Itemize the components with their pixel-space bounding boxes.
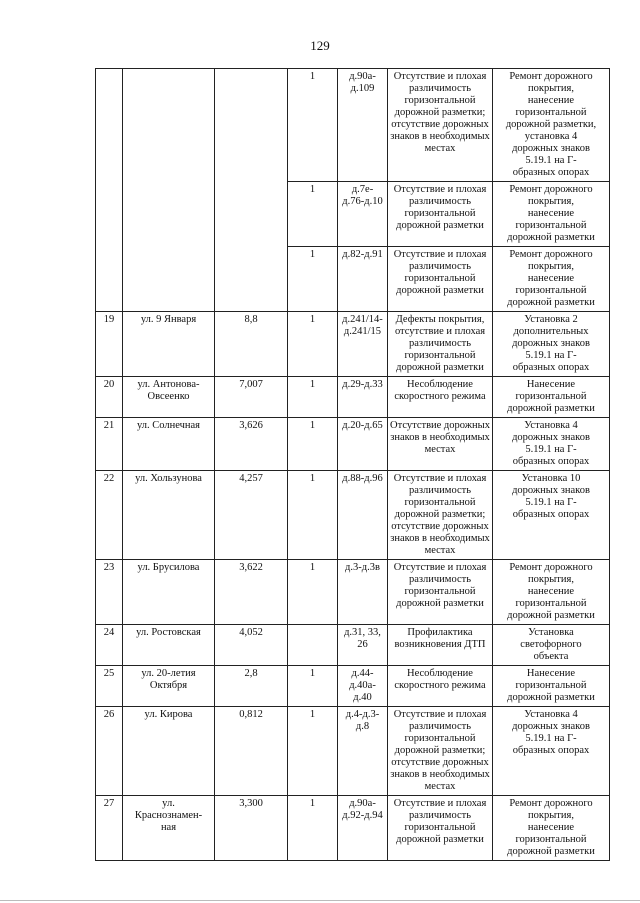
row-number-cell: 19 <box>96 312 123 377</box>
street-cell: ул. Кирова <box>123 707 215 796</box>
length-cell: 8,8 <box>215 312 288 377</box>
house-range-cell: д.88-д.96 <box>338 471 388 560</box>
count-cell: 1 <box>288 247 338 312</box>
measure-cell: Установка 10 дорожных знаков 5.19.1 на Г- образных опорах <box>493 471 610 560</box>
house-range-cell: д.4-д.3- д.8 <box>338 707 388 796</box>
table-row <box>96 471 610 560</box>
row-number-cell: 22 <box>96 471 123 560</box>
house-range-cell: д.7е- д.76-д.10 <box>338 182 388 247</box>
measure-cell: Нанесение горизонтальной дорожной разметки <box>493 666 610 707</box>
length-cell: 3,622 <box>215 560 288 625</box>
count-cell: 1 <box>288 182 338 247</box>
problem-cell: Отсутствие дорожных знаков в необходимых местах <box>388 418 493 471</box>
problem-cell: Профилактика возникновения ДТП <box>388 625 493 666</box>
house-range-cell: д.90а- д.109 <box>338 69 388 182</box>
row-number-cell: 26 <box>96 707 123 796</box>
measure-cell: Ремонт дорожного покрытия, нанесение горизонтальной дорожной разметки <box>493 247 610 312</box>
table-row <box>96 312 610 377</box>
count-cell: 1 <box>288 312 338 377</box>
problem-cell: Отсутствие и плохая различимость горизонтальной дорожной разметки; отсутствие дорожных знаков в необходимых местах <box>388 471 493 560</box>
house-range-cell: д.20-д.65 <box>338 418 388 471</box>
row-number-cell: 21 <box>96 418 123 471</box>
measure-cell: Ремонт дорожного покрытия, нанесение горизонтальной дорожной разметки, установка 4 дорожных знаков 5.19.1 на Г- образных опорах <box>493 69 610 182</box>
count-cell: 1 <box>288 796 338 861</box>
problem-cell: Отсутствие и плохая различимость горизонтальной дорожной разметки <box>388 560 493 625</box>
row-number-cell: 27 <box>96 796 123 861</box>
problem-cell: Отсутствие и плохая различимость горизонтальной дорожной разметки; отсутствие дорожных знаков в необходимых местах <box>388 707 493 796</box>
row-number-cell <box>96 69 123 312</box>
house-range-cell: д.44- д.40а- д.40 <box>338 666 388 707</box>
problem-cell: Отсутствие и плохая различимость горизонтальной дорожной разметки <box>388 182 493 247</box>
street-cell: ул. Хользунова <box>123 471 215 560</box>
problem-cell: Несоблюдение скоростного режима <box>388 377 493 418</box>
count-cell: 1 <box>288 707 338 796</box>
table-row <box>96 560 610 625</box>
length-cell: 4,257 <box>215 471 288 560</box>
count-cell: 1 <box>288 666 338 707</box>
house-range-cell: д.90а- д.92-д.94 <box>338 796 388 861</box>
problem-cell: Дефекты покрытия, отсутствие и плохая различимость горизонтальной дорожной разметки <box>388 312 493 377</box>
row-number-cell: 24 <box>96 625 123 666</box>
count-cell: 1 <box>288 377 338 418</box>
street-cell: ул. Ростовская <box>123 625 215 666</box>
count-cell: 1 <box>288 471 338 560</box>
table-row <box>96 796 610 861</box>
count-cell <box>288 625 338 666</box>
row-number-cell: 20 <box>96 377 123 418</box>
count-cell: 1 <box>288 418 338 471</box>
table-row <box>96 69 610 182</box>
measure-cell: Ремонт дорожного покрытия, нанесение горизонтальной дорожной разметки <box>493 182 610 247</box>
measure-cell: Нанесение горизонтальной дорожной разметки <box>493 377 610 418</box>
problem-cell: Отсутствие и плохая различимость горизонтальной дорожной разметки <box>388 796 493 861</box>
table-row <box>96 625 610 666</box>
table-row <box>96 377 610 418</box>
measure-cell: Установка 2 дополнительных дорожных знаков 5.19.1 на Г- образных опорах <box>493 312 610 377</box>
length-cell: 3,300 <box>215 796 288 861</box>
house-range-cell: д.82-д.91 <box>338 247 388 312</box>
table-row <box>96 666 610 707</box>
length-cell: 3,626 <box>215 418 288 471</box>
house-range-cell: д.31, 33, 26 <box>338 625 388 666</box>
street-cell: ул. Антонова- Овсеенко <box>123 377 215 418</box>
measure-cell: Установка светофорного объекта <box>493 625 610 666</box>
count-cell: 1 <box>288 560 338 625</box>
count-cell: 1 <box>288 69 338 182</box>
problem-cell: Несоблюдение скоростного режима <box>388 666 493 707</box>
page-bottom-edge <box>0 900 640 901</box>
house-range-cell: д.29-д.33 <box>338 377 388 418</box>
table-body <box>96 69 610 861</box>
street-cell <box>123 69 215 312</box>
street-cell: ул. 9 Января <box>123 312 215 377</box>
length-cell: 2,8 <box>215 666 288 707</box>
row-number-cell: 25 <box>96 666 123 707</box>
street-cell: ул. Солнечная <box>123 418 215 471</box>
table-row <box>96 707 610 796</box>
house-range-cell: д.241/14- д.241/15 <box>338 312 388 377</box>
length-cell: 4,052 <box>215 625 288 666</box>
length-cell <box>215 69 288 312</box>
measure-cell: Установка 4 дорожных знаков 5.19.1 на Г- образных опорах <box>493 418 610 471</box>
row-number-cell: 23 <box>96 560 123 625</box>
measure-cell: Ремонт дорожного покрытия, нанесение горизонтальной дорожной разметки <box>493 796 610 861</box>
measure-cell: Ремонт дорожного покрытия, нанесение горизонтальной дорожной разметки <box>493 560 610 625</box>
length-cell: 7,007 <box>215 377 288 418</box>
problem-cell: Отсутствие и плохая различимость горизонтальной дорожной разметки <box>388 247 493 312</box>
measure-cell: Установка 4 дорожных знаков 5.19.1 на Г- образных опорах <box>493 707 610 796</box>
length-cell: 0,812 <box>215 707 288 796</box>
page-number: 129 <box>310 38 330 53</box>
street-cell: ул. 20-летия Октября <box>123 666 215 707</box>
problem-cell: Отсутствие и плохая различимость горизонтальной дорожной разметки; отсутствие дорожных знаков в необходимых местах <box>388 69 493 182</box>
measures-table <box>95 68 610 861</box>
house-range-cell: д.3-д.3в <box>338 560 388 625</box>
street-cell: ул. Краснознамен- ная <box>123 796 215 861</box>
street-cell: ул. Брусилова <box>123 560 215 625</box>
table-row <box>96 418 610 471</box>
